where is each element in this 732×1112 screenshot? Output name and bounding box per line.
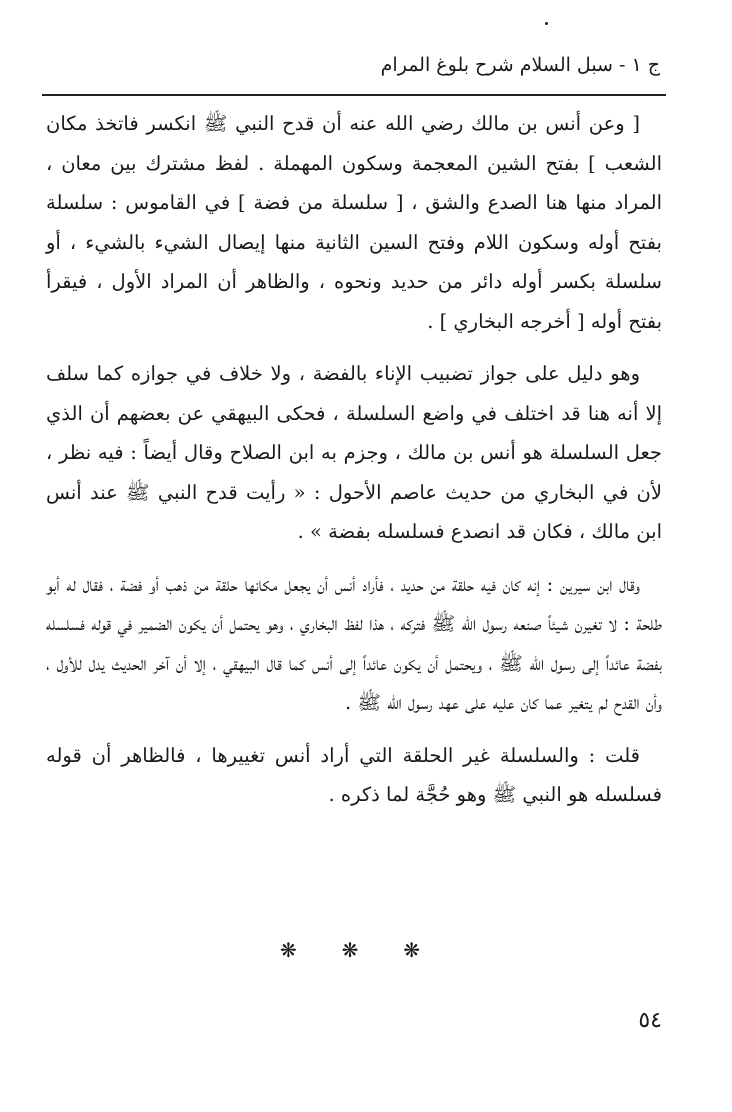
paragraph-4: قلت : والسلسلة غير الحلقة التي أراد أنس تغييرها ، فالظاهر أن قوله فسلسله هو النبي ﷺ وهو حُجَّة لما ذكره . [46,743,662,806]
header-rule [42,94,666,96]
paragraph-2: وهو دليل على جواز تضبيب الإناء بالفضة ، ولا خلاف في جوازه كما سلف إلا أنه هنا قد اختلف في واضع السلسلة ، فحكى البيهقي عن بعضهم أن الذي جعل السلسلة هو أنس بن مالك ، وجزم به ابن الصلاح وقال أيضاً : فيه نظر ، لأن في البخاري من حديث عاصم الأحول : « رأيت قدح النبي ﷺ عند أنس ابن مالك ، فكان قد انصدع فسلسله بفضة » . [46,362,662,543]
body-text [46,104,662,815]
paragraph-1: [ وعن أنس بن مالك رضي الله عنه أن قدح النبي ﷺ انكسر فاتخذ مكان الشعب ] بفتح الشين المعجمة وسكون المهملة . لفظ مشترك بين معان ، المراد منها هنا الصدع والشق ، [ سلسلة من فضة ] في القاموس : سلسلة بفتح أوله وسكون اللام وفتح السين الثانية منها إيصال الشيء بالشيء ، أو سلسلة بكسر أوله دائر من حديد ونحوه ، والظاهر أن المراد الأول ، فيقرأ بفتح أوله [ أخرجه البخاري ] . [46,112,662,333]
header-dot [545,22,548,25]
paragraph-3: وقال ابن سيرين : إنه كان فيه حلقة من حديد ، فأراد أنس أن يجعل مكانها حلقة من ذهب أو فضة ، فقال له أبو طلحة : لا تغيرن شيئاً صنعه رسول الله ﷺ فتركه ، هذا لفظ البخاري ، وهو يحتمل أن يكون الضمير في قوله فسلسله بفضة عائداً إلى رسول الله ﷺ ، ويحتمل أن يكون عائداً إلى أنس كما قال البيهقي ، إلا أن آخر الحديث يدل للأول ، وأن القدح لم يتغير عما كان عليه على عهد رسول الله ﷺ . [46,572,662,714]
running-head: ج ١ - سبل السلام شرح بلوغ المرام [380,54,660,76]
page-number: ٥٤ [638,1008,662,1033]
ornament-icon: ❋ [341,938,359,962]
ornament-icon: ❋ [403,938,420,962]
ornament-icon: ❋ [280,938,297,962]
section-ornaments [280,940,420,960]
